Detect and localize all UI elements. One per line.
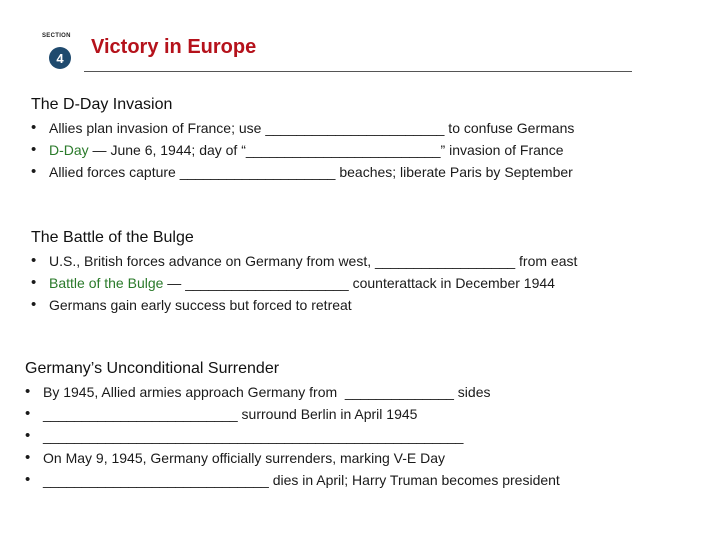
page-title: Victory in Europe <box>91 36 257 58</box>
bullet-text: On May 9, 1945, Germany officially surrenders, marking V-E Day <box>43 450 446 466</box>
section-number-badge: 4 <box>49 47 71 69</box>
bullet-text: By 1945, Allied armies approach Germany from ______________ sides <box>43 384 491 400</box>
bullet-text: Allies plan invasion of France; use _______________________ to confuse Germans <box>49 120 575 136</box>
bullet-list-surrender <box>25 381 560 491</box>
highlight-term-dday: D-Day <box>49 142 89 158</box>
heading-unconditional-surrender: Germany’s Unconditional Surrender <box>25 360 280 377</box>
bullet-text: _________________________ surround Berlin in April 1945 <box>43 406 418 422</box>
bullet-text: Allied forces capture ____________________ beaches; liberate Paris by September <box>49 164 573 180</box>
section-label: SECTION <box>42 33 71 39</box>
title-divider <box>84 71 632 72</box>
bullet-list-dday <box>31 117 574 183</box>
highlight-term-battle-of-the-bulge: Battle of the Bulge <box>49 275 164 291</box>
bullet-text: _____________________________ dies in April; Harry Truman becomes president <box>43 472 560 488</box>
heading-dday-invasion: The D-Day Invasion <box>31 96 173 113</box>
bullet-text: ______________________________________________________ <box>43 428 464 444</box>
list-item <box>25 469 560 491</box>
list-item <box>31 250 577 272</box>
list-item <box>31 161 574 183</box>
list-item <box>25 381 560 403</box>
heading-battle-of-the-bulge: The Battle of the Bulge <box>31 229 194 246</box>
list-item <box>31 117 574 139</box>
list-item <box>31 294 577 316</box>
list-item <box>31 272 577 294</box>
bullet-list-bulge <box>31 250 577 316</box>
bullet-text: — _____________________ counterattack in December 1944 <box>163 275 555 291</box>
list-item <box>25 425 560 447</box>
bullet-text: U.S., British forces advance on Germany from west, __________________ from east <box>49 253 578 269</box>
list-item <box>25 447 560 469</box>
bullet-text: — June 6, 1944; day of “_________________________” invasion of France <box>88 142 564 158</box>
bullet-text: Germans gain early success but forced to retreat <box>49 297 352 313</box>
list-item <box>31 139 574 161</box>
list-item <box>25 403 560 425</box>
